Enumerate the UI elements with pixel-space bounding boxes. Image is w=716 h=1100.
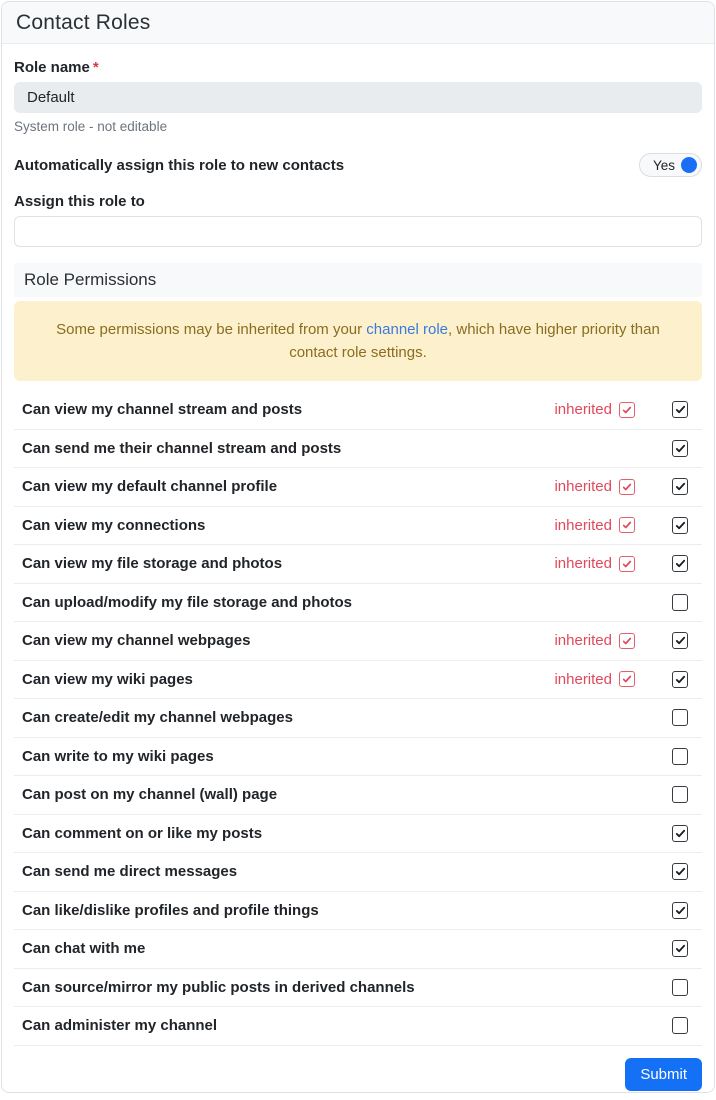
permission-row: [14, 622, 702, 661]
assign-role-group: [14, 193, 702, 247]
permission-checkbox[interactable]: [672, 979, 688, 996]
auto-assign-row: [14, 153, 702, 177]
permission-checkbox[interactable]: [672, 401, 688, 418]
role-name-help-text: System role - not editable: [14, 119, 168, 134]
inherited-checkbox-icon: [619, 671, 635, 687]
inherited-indicator: [554, 401, 635, 418]
permission-row: [14, 699, 702, 738]
auto-assign-toggle[interactable]: [639, 153, 702, 177]
inherited-checkbox-icon: [619, 517, 635, 533]
role-permissions-header: [14, 263, 702, 297]
permission-checkbox[interactable]: [672, 671, 688, 688]
role-permissions-title: Role Permissions: [24, 270, 157, 289]
inherited-label: inherited: [554, 555, 612, 573]
auto-assign-label: Automatically assign this role to new contacts: [14, 156, 345, 174]
permission-row: [14, 391, 702, 430]
permission-row: [14, 1007, 702, 1046]
permissions-table: [14, 391, 702, 1046]
permission-label: Can like/dislike profiles and profile things: [22, 901, 319, 919]
permission-label: Can view my channel webpages: [22, 632, 251, 650]
permission-row: [14, 661, 702, 700]
contact-roles-card: [1, 1, 715, 1093]
permission-row: [14, 738, 702, 777]
permission-label: Can administer my channel: [22, 1017, 218, 1035]
permission-label: Can upload/modify my file storage and photos: [22, 593, 353, 611]
inherited-label: inherited: [554, 670, 612, 688]
inherited-indicator: [554, 555, 635, 572]
page-title: Contact Roles: [16, 10, 151, 34]
permission-checkbox[interactable]: [672, 440, 688, 457]
card-body: [2, 44, 714, 1091]
inherited-checkbox-icon: [619, 556, 635, 572]
permission-row: [14, 892, 702, 931]
assign-role-label: Assign this role to: [14, 193, 145, 210]
permission-label: Can write to my wiki pages: [22, 747, 214, 765]
permission-checkbox[interactable]: [672, 594, 688, 611]
permission-row: [14, 584, 702, 623]
permission-label: Can view my connections: [22, 516, 206, 534]
permission-label: Can source/mirror my public posts in derived channels: [22, 978, 415, 996]
permission-checkbox[interactable]: [672, 478, 688, 495]
role-name-label: [14, 59, 702, 76]
permission-row: [14, 545, 702, 584]
permission-label: Can chat with me: [22, 940, 146, 958]
channel-role-link[interactable]: channel role: [366, 321, 449, 338]
notice-text-after: , which have higher priority than contact role settings.: [289, 321, 660, 361]
inherited-checkbox-icon: [619, 479, 635, 495]
permission-label: Can send me direct messages: [22, 863, 238, 881]
permission-row: [14, 969, 702, 1008]
permission-row: [14, 507, 702, 546]
permission-checkbox[interactable]: [672, 825, 688, 842]
permission-label: Can create/edit my channel webpages: [22, 709, 293, 727]
toggle-knob-icon: [681, 157, 697, 173]
permission-checkbox[interactable]: [672, 940, 688, 957]
permission-label: Can view my file storage and photos: [22, 555, 283, 573]
notice-text-before: Some permissions may be inherited from your: [56, 321, 367, 338]
submit-row: [14, 1046, 702, 1091]
permission-label: Can view my channel stream and posts: [22, 401, 303, 419]
permission-label: Can post on my channel (wall) page: [22, 786, 278, 804]
card-header: [2, 2, 714, 44]
permission-row: [14, 853, 702, 892]
permission-checkbox[interactable]: [672, 748, 688, 765]
permission-row: [14, 430, 702, 469]
assign-role-input[interactable]: [14, 216, 702, 247]
inherited-label: inherited: [554, 632, 612, 650]
role-name-label-text: Role name: [14, 59, 90, 76]
inherited-indicator: [554, 671, 635, 688]
permission-checkbox[interactable]: [672, 517, 688, 534]
permission-label: Can view my wiki pages: [22, 670, 193, 688]
permissions-notice: [14, 301, 702, 381]
required-asterisk: *: [92, 59, 99, 76]
role-name-input[interactable]: [14, 82, 702, 113]
submit-button[interactable]: Submit: [625, 1058, 702, 1091]
role-name-group: [14, 59, 702, 135]
permission-row: [14, 930, 702, 969]
permission-checkbox[interactable]: [672, 902, 688, 919]
permission-row: [14, 468, 702, 507]
inherited-checkbox-icon: [619, 633, 635, 649]
permission-checkbox[interactable]: [672, 555, 688, 572]
inherited-label: inherited: [554, 401, 612, 419]
inherited-label: inherited: [554, 478, 612, 496]
permission-label: Can send me their channel stream and posts: [22, 439, 342, 457]
permission-checkbox[interactable]: [672, 863, 688, 880]
permission-checkbox[interactable]: [672, 1017, 688, 1034]
permission-row: [14, 815, 702, 854]
inherited-indicator: [554, 517, 635, 534]
inherited-checkbox-icon: [619, 402, 635, 418]
inherited-indicator: [554, 632, 635, 649]
permission-checkbox[interactable]: [672, 709, 688, 726]
permission-row: [14, 776, 702, 815]
permission-checkbox[interactable]: [672, 632, 688, 649]
permission-label: Can comment on or like my posts: [22, 824, 263, 842]
permission-label: Can view my default channel profile: [22, 478, 278, 496]
inherited-label: inherited: [554, 516, 612, 534]
toggle-state-label: Yes: [652, 157, 675, 173]
permission-checkbox[interactable]: [672, 786, 688, 803]
inherited-indicator: [554, 478, 635, 495]
